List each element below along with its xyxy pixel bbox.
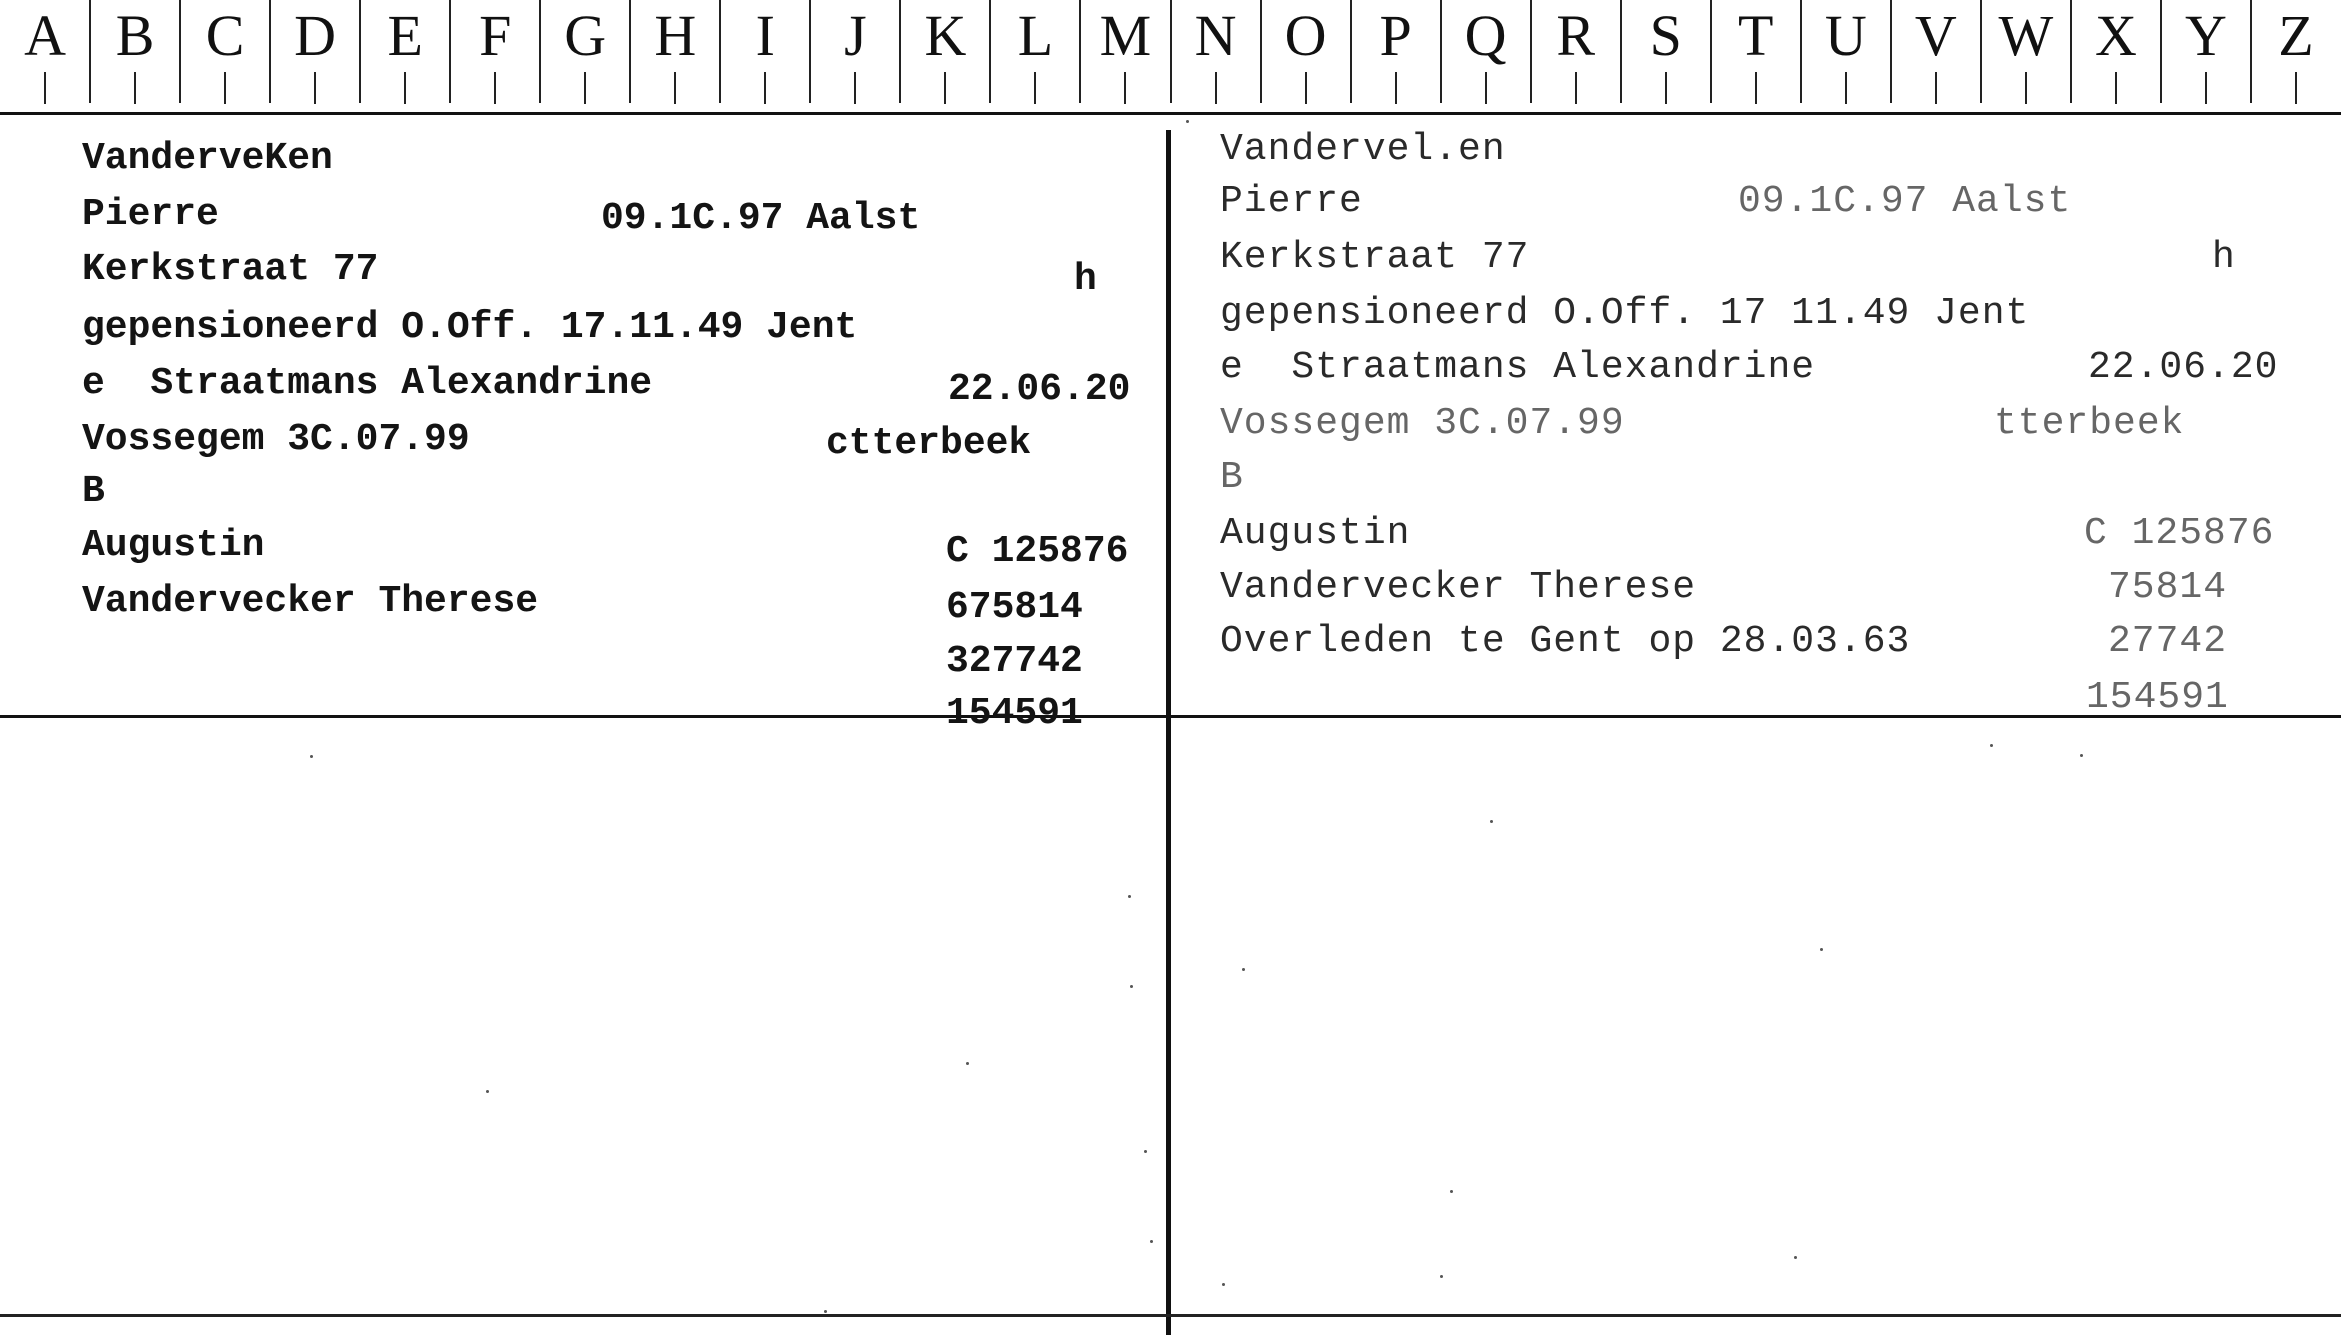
alphabet-tab-u	[1801, 0, 1891, 112]
scan-speck	[1150, 1240, 1153, 1243]
alphabet-letter: J	[844, 3, 867, 68]
child-2: Vandervecker Therese	[1220, 566, 1697, 609]
scan-speck	[1186, 120, 1189, 123]
alphabet-letter: R	[1556, 3, 1595, 68]
birth-date-place: 09.1C.97 Aalst	[601, 197, 921, 240]
alphabet-separator	[2160, 0, 2162, 103]
alphabet-separator	[1620, 0, 1622, 103]
first-name: Pierre	[1220, 180, 1363, 223]
scan-speck	[1128, 895, 1131, 898]
number-4: 154591	[2086, 676, 2229, 719]
death-note: Overleden te Gent op 28.03.63	[1220, 620, 1911, 663]
number-3: 327742	[946, 640, 1083, 683]
alphabet-mid-tick	[764, 72, 766, 104]
alphabet-letter: M	[1099, 3, 1152, 68]
alphabet-mid-tick	[134, 72, 136, 104]
number-2: 675814	[946, 586, 1083, 629]
occupation: gepensioneerd O.Off. 17 11.49 Jent	[1220, 292, 2030, 335]
spouse: e Straatmans Alexandrine	[1220, 346, 1816, 389]
alphabet-mid-tick	[1845, 72, 1847, 104]
alphabet-letter: W	[1998, 3, 2054, 68]
card-divider-vertical	[1166, 130, 1171, 1335]
alphabet-separator	[1350, 0, 1352, 103]
alphabet-letter: L	[1017, 3, 1054, 68]
alphabet-letter: T	[1738, 3, 1774, 68]
alphabet-tab-m	[1080, 0, 1170, 112]
place-date: Vossegem 3C.07.99	[1220, 402, 1625, 445]
alphabet-letter: U	[1824, 3, 1867, 68]
scan-speck	[1144, 1150, 1147, 1153]
alphabet-letter: S	[1649, 3, 1682, 68]
alphabet-separator	[1530, 0, 1532, 103]
marker: h	[1074, 258, 1097, 301]
alphabet-mid-tick	[2115, 72, 2117, 104]
alphabet-separator	[2250, 0, 2252, 103]
alphabet-letter: E	[387, 3, 423, 68]
alphabet-tab-j	[810, 0, 900, 112]
alphabet-tab-o	[1261, 0, 1351, 112]
alphabet-separator	[2070, 0, 2072, 103]
alphabet-separator	[809, 0, 811, 103]
scan-speck	[1990, 744, 1993, 747]
alphabet-mid-tick	[404, 72, 406, 104]
birth-date-place: 09.1C.97 Aalst	[1738, 180, 2072, 223]
alphabet-letter: D	[294, 3, 337, 68]
alphabet-tab-k	[900, 0, 990, 112]
alphabet-letter: Z	[2278, 3, 2314, 68]
alphabet-tab-y	[2161, 0, 2251, 112]
alphabet-separator	[1079, 0, 1081, 103]
alphabet-letter: V	[1914, 3, 1957, 68]
alphabet-mid-tick	[1485, 72, 1487, 104]
alphabet-letter: B	[115, 3, 155, 68]
alphabet-letter: N	[1194, 3, 1237, 68]
alphabet-letter: H	[654, 3, 697, 68]
alphabet-mid-tick	[2295, 72, 2297, 104]
alphabet-letter: I	[755, 3, 775, 68]
alphabet-tab-r	[1531, 0, 1621, 112]
alphabet-mid-tick	[1575, 72, 1577, 104]
alphabet-mid-tick	[1124, 72, 1126, 104]
alphabet-mid-tick	[854, 72, 856, 104]
alphabet-mid-tick	[224, 72, 226, 104]
number-3: 27742	[2108, 620, 2228, 663]
alphabet-separator	[1980, 0, 1982, 103]
alphabet-tab-x	[2071, 0, 2161, 112]
alphabet-tab-g	[540, 0, 630, 112]
alphabet-tab-t	[1711, 0, 1801, 112]
alphabet-tab-h	[630, 0, 720, 112]
number-1: C 125876	[946, 530, 1129, 573]
scan-speck	[486, 1090, 489, 1093]
alphabet-separator	[1170, 0, 1172, 103]
scan-speck	[1450, 1190, 1453, 1193]
occupation: gepensioneerd O.Off. 17.11.49 Jent	[82, 306, 858, 349]
scan-speck	[1490, 820, 1493, 823]
alphabet-mid-tick	[1755, 72, 1757, 104]
alphabet-mid-tick	[1665, 72, 1667, 104]
alphabet-tab-v	[1891, 0, 1981, 112]
alphabet-tab-w	[1981, 0, 2071, 112]
alphabet-tab-c	[180, 0, 270, 112]
alphabet-separator	[1440, 0, 1442, 103]
alphabet-separator	[1890, 0, 1892, 103]
alphabet-mid-tick	[584, 72, 586, 104]
alphabet-separator	[359, 0, 361, 103]
marker: h	[2212, 236, 2236, 279]
alphabet-mid-tick	[494, 72, 496, 104]
alphabet-mid-tick	[674, 72, 676, 104]
alphabet-mid-tick	[2205, 72, 2207, 104]
surname: VanderveKen	[82, 137, 333, 180]
alphabet-tab-b	[90, 0, 180, 112]
place-other: ctterbeek	[826, 422, 1032, 465]
alphabet-letter: P	[1379, 3, 1412, 68]
child-2: Vandervecker Therese	[82, 580, 539, 623]
letter: B	[1220, 456, 1244, 499]
alphabet-letter: O	[1284, 3, 1327, 68]
alphabet-mid-tick	[1305, 72, 1307, 104]
alphabet-tab-i	[720, 0, 810, 112]
address: Kerkstraat 77	[82, 248, 379, 291]
alphabet-tab-p	[1351, 0, 1441, 112]
alphabet-separator	[719, 0, 721, 103]
alphabet-mid-tick	[1034, 72, 1036, 104]
alphabet-letter: A	[24, 3, 66, 68]
child-1: Augustin	[1220, 512, 1411, 555]
alphabet-separator	[1710, 0, 1712, 103]
alphabet-mid-tick	[1935, 72, 1937, 104]
place-date: Vossegem 3C.07.99	[82, 418, 470, 461]
scan-speck	[966, 1062, 969, 1065]
alphabet-mid-tick	[1215, 72, 1217, 104]
bottom-rule	[0, 1314, 2341, 1317]
alphabet-tab-e	[360, 0, 450, 112]
alphabet-separator	[899, 0, 901, 103]
alphabet-separator	[269, 0, 271, 103]
alphabet-tab-q	[1441, 0, 1531, 112]
alphabet-letter: X	[2094, 3, 2137, 68]
scan-speck	[310, 755, 313, 758]
spouse-date: 22.06.20	[2088, 346, 2279, 389]
alphabet-mid-tick	[1395, 72, 1397, 104]
alphabet-mid-tick	[2025, 72, 2027, 104]
alphabet-tab-s	[1621, 0, 1711, 112]
alphabet-separator	[629, 0, 631, 103]
alphabet-mid-tick	[314, 72, 316, 104]
card-divider-horizontal	[0, 715, 2341, 718]
place-other: tterbeek	[1994, 402, 2185, 445]
surname: Vandervel.en	[1220, 128, 1506, 171]
number-1: C 125876	[2084, 512, 2275, 555]
alphabet-letter: Q	[1464, 3, 1507, 68]
child-1: Augustin	[82, 524, 265, 567]
alphabet-tab-d	[270, 0, 360, 112]
number-2: 75814	[2108, 566, 2228, 609]
alphabet-tab-n	[1171, 0, 1261, 112]
alphabet-letter: G	[564, 3, 607, 68]
scan-speck	[1222, 1283, 1225, 1286]
scan-speck	[2080, 754, 2083, 757]
alphabet-letter: K	[924, 3, 967, 68]
alphabet-tab-f	[450, 0, 540, 112]
alphabet-tab-z	[2251, 0, 2341, 112]
scan-speck	[1242, 968, 1245, 971]
alphabet-separator	[179, 0, 181, 103]
alphabet-separator	[539, 0, 541, 103]
scan-speck	[824, 1310, 827, 1313]
scan-speck	[1794, 1256, 1797, 1259]
alphabet-separator	[89, 0, 91, 103]
alphabet-index-strip	[0, 0, 2341, 115]
alphabet-tab-l	[990, 0, 1080, 112]
spouse: e Straatmans Alexandrine	[82, 362, 653, 405]
alphabet-separator	[1260, 0, 1262, 103]
alphabet-mid-tick	[44, 72, 46, 104]
alphabet-mid-tick	[944, 72, 946, 104]
alphabet-separator	[1800, 0, 1802, 103]
address: Kerkstraat 77	[1220, 236, 1530, 279]
letter: B	[82, 470, 105, 513]
scan-speck	[1130, 985, 1133, 988]
alphabet-letter: C	[205, 3, 245, 68]
alphabet-separator	[449, 0, 451, 103]
scan-speck	[1820, 948, 1823, 951]
alphabet-letter: Y	[2184, 3, 2227, 68]
number-4: 154591	[946, 692, 1083, 735]
alphabet-letter: F	[479, 3, 512, 68]
spouse-date: 22.06.20	[948, 368, 1131, 411]
alphabet-separator	[989, 0, 991, 103]
scan-speck	[1440, 1275, 1443, 1278]
first-name: Pierre	[82, 193, 219, 236]
alphabet-tab-a	[0, 0, 90, 112]
